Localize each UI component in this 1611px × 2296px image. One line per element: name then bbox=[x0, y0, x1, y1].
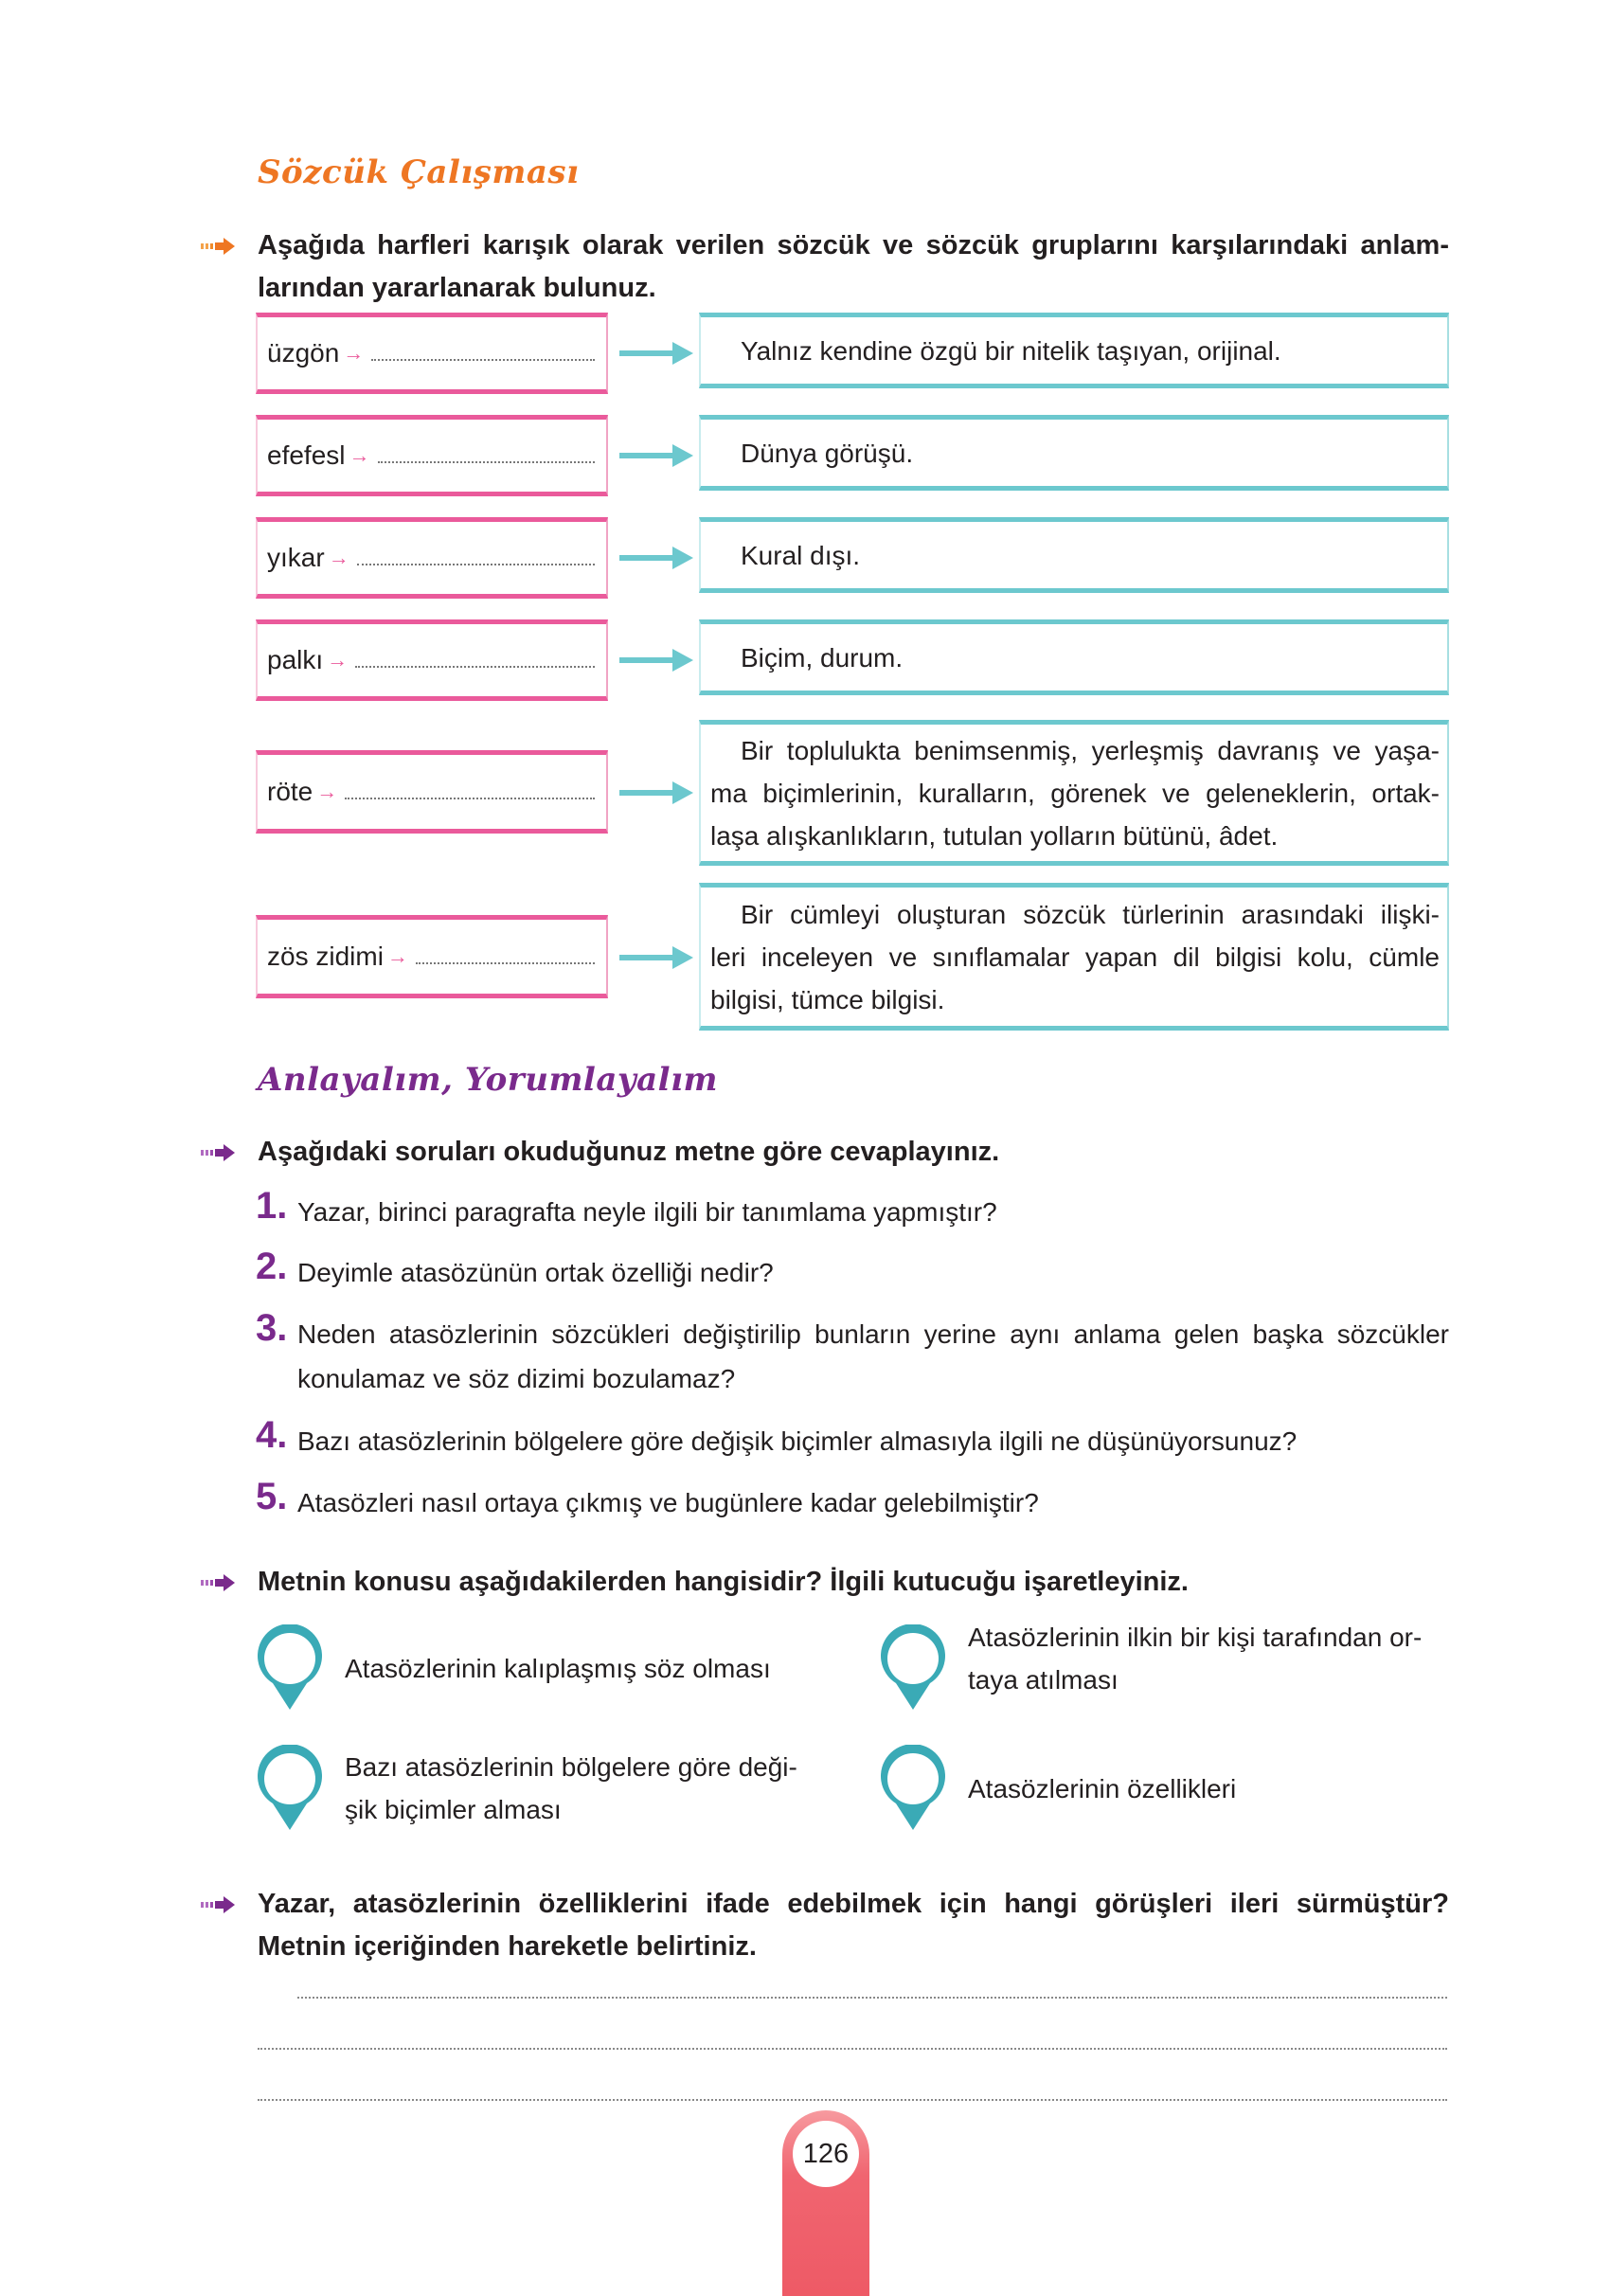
definition-line: leri inceleyen ve sınıflamalar yapan dil bilgisi kolu, cümle bbox=[710, 942, 1440, 972]
question-item bbox=[256, 1476, 1449, 1525]
answer-blank[interactable] bbox=[378, 461, 596, 463]
instruction-line: Yazar, atasözlerinin özelliklerini ifade edebilmek için hangi görüşleri ileri sürmüştür? bbox=[258, 1889, 1449, 1919]
answer-blank[interactable] bbox=[371, 359, 595, 361]
definition-line: Yalnız kendine özgü bir nitelik taşıyan, orijinal. bbox=[741, 335, 1281, 366]
arrow-bullet-icon bbox=[201, 1143, 235, 1162]
option-line: Bazı atasözlerinin bölgelere göre deği- bbox=[345, 1752, 797, 1782]
checkbox-pin-icon[interactable] bbox=[254, 1745, 326, 1832]
topic-option[interactable] bbox=[877, 1745, 1449, 1832]
word-pair bbox=[256, 883, 1449, 1031]
pink-arrow-icon: → bbox=[328, 546, 349, 569]
question-item bbox=[256, 1246, 1449, 1295]
answer-line[interactable] bbox=[297, 1997, 1447, 1999]
word-pair bbox=[256, 517, 1449, 599]
arrow-bullet-icon bbox=[201, 1573, 235, 1592]
option-line: Atasözlerinin ilkin bir kişi tarafından or- bbox=[968, 1623, 1423, 1652]
checkbox-pin-icon[interactable] bbox=[254, 1624, 326, 1712]
question-text: Atasözleri nasıl ortaya çıkmış ve bugünlere kadar gelebilmiştir? bbox=[297, 1488, 1039, 1517]
question-text: Deyimle atasözünün ortak özelliği nedir? bbox=[297, 1258, 774, 1287]
teal-arrow-icon bbox=[618, 943, 695, 972]
answer-blank[interactable] bbox=[345, 798, 595, 799]
definition-line: Kural dışı. bbox=[741, 540, 861, 570]
scrambled-word: palkı bbox=[267, 645, 324, 674]
instruction-questions: Aşağıdaki soruları okuduğunuz metne göre cevaplayınız. bbox=[258, 1137, 1000, 1167]
definition-text bbox=[710, 893, 1440, 1021]
checkbox-pin-icon[interactable] bbox=[877, 1745, 949, 1832]
question-text: Neden atasözlerinin sözcükleri değiştirilip bunların yerine aynı anlama gelen başka sözcükler bbox=[297, 1319, 1449, 1349]
pink-arrow-icon: → bbox=[349, 443, 370, 467]
teal-arrow-icon bbox=[618, 544, 695, 572]
word-pair bbox=[256, 619, 1449, 701]
definition-box bbox=[699, 720, 1449, 866]
question-text: konulamaz ve söz dizimi bozulamaz? bbox=[297, 1364, 736, 1393]
answer-blank[interactable] bbox=[355, 666, 595, 668]
scrambled-word: yıkar bbox=[267, 543, 325, 572]
definition-box bbox=[699, 619, 1449, 695]
definition-line: Bir topluluktа benimsenmiş, yerleşmiş davranış ve yaşa- bbox=[741, 735, 1440, 765]
word-pair bbox=[256, 313, 1449, 394]
topic-option[interactable] bbox=[877, 1624, 1449, 1712]
section-title-sozcuk-calismasi: Sözcük Çalışması bbox=[258, 153, 580, 191]
teal-arrow-icon bbox=[618, 441, 695, 470]
teal-arrow-icon bbox=[618, 779, 695, 807]
definition-text bbox=[710, 729, 1440, 857]
scrambled-box bbox=[256, 415, 608, 496]
topic-option[interactable] bbox=[254, 1745, 860, 1832]
definition-line: bilgisi, tümce bilgisi. bbox=[710, 984, 945, 1014]
option-line: şik biçimler alması bbox=[345, 1795, 562, 1824]
scrambled-box bbox=[256, 750, 608, 834]
scrambled-box bbox=[256, 915, 608, 998]
word-pair bbox=[256, 720, 1449, 866]
scrambled-box bbox=[256, 619, 608, 701]
option-text: Atasözlerinin özellikleri bbox=[968, 1773, 1237, 1803]
definition-line: laşa alışkanlıkların, tutulan yolların bütünü, âdet. bbox=[710, 820, 1279, 851]
scrambled-word: üzgön bbox=[267, 338, 340, 368]
arrow-bullet-icon bbox=[201, 237, 235, 256]
definition-box bbox=[699, 313, 1449, 388]
pink-arrow-icon: → bbox=[343, 341, 365, 365]
definition-box bbox=[699, 517, 1449, 593]
question-item bbox=[256, 1185, 1449, 1234]
question-number: 1. bbox=[256, 1185, 288, 1227]
option-text bbox=[968, 1616, 1422, 1701]
scrambled-box bbox=[256, 313, 608, 394]
arrow-bullet-icon bbox=[201, 1895, 235, 1914]
question-text: Yazar, birinci paragrafta neyle ilgili bir tanımlama yapmıştır? bbox=[297, 1197, 997, 1227]
instruction-author-views bbox=[258, 1883, 1449, 1968]
checkbox-pin-icon[interactable] bbox=[877, 1624, 949, 1712]
option-text: Atasözlerinin kalıplaşmış söz olması bbox=[345, 1653, 771, 1683]
definition-box bbox=[699, 883, 1449, 1031]
question-number: 5. bbox=[256, 1476, 288, 1517]
teal-arrow-icon bbox=[618, 339, 695, 368]
teal-arrow-icon bbox=[618, 646, 695, 674]
instruction-line: larından yararlanarak bulunuz. bbox=[258, 273, 656, 303]
answer-blank[interactable] bbox=[357, 564, 595, 565]
instruction-topic: Metnin konusu aşağıdakilerden hangisidir? İlgili kutucuğu işaretleyiniz. bbox=[258, 1567, 1189, 1597]
pink-arrow-icon: → bbox=[327, 648, 349, 672]
instruction-word-study bbox=[258, 224, 1449, 310]
option-text bbox=[345, 1746, 797, 1831]
scrambled-word: zös zidimi bbox=[267, 942, 384, 971]
instruction-line: Metnin içeriğinden hareketle belirtiniz. bbox=[258, 1931, 757, 1962]
question-number: 2. bbox=[256, 1246, 288, 1287]
instruction-line: Aşağıda harfleri karışık olarak verilen sözcük ve sözcük gruplarını karşılarındaki anlam- bbox=[258, 230, 1449, 260]
scrambled-box bbox=[256, 517, 608, 599]
definition-line: Dünya görüşü. bbox=[741, 438, 914, 468]
definition-line: Biçim, durum. bbox=[741, 642, 904, 673]
question-number: 4. bbox=[256, 1414, 288, 1456]
question-item bbox=[256, 1307, 1449, 1401]
answer-line[interactable] bbox=[258, 2099, 1447, 2101]
definition-line: ma biçimlerinin, kuralların, görenek ve geleneklerin, ortak- bbox=[710, 778, 1440, 808]
option-line: taya atılması bbox=[968, 1665, 1119, 1695]
question-number: 3. bbox=[256, 1307, 288, 1349]
definition-box bbox=[699, 415, 1449, 491]
scrambled-word: röte bbox=[267, 777, 313, 806]
page-number: 126 bbox=[802, 2139, 850, 2169]
word-pair bbox=[256, 415, 1449, 496]
question-text: Bazı atasözlerinin bölgelere göre değişik biçimler almasıyla ilgili ne düşünüyorsunuz? bbox=[297, 1426, 1298, 1456]
answer-blank[interactable] bbox=[416, 962, 595, 964]
answer-line[interactable] bbox=[258, 2048, 1447, 2050]
pink-arrow-icon: → bbox=[316, 780, 338, 803]
scrambled-word: efefesl bbox=[267, 440, 346, 470]
definition-line: Bir cümleyi oluşturan sözcük türlerinin arasındaki ilişki- bbox=[741, 899, 1440, 929]
question-item bbox=[256, 1414, 1449, 1463]
section-title-anlayalim: Anlayalım, Yorumlayalım bbox=[258, 1061, 718, 1099]
pink-arrow-icon: → bbox=[386, 944, 408, 968]
topic-option[interactable] bbox=[254, 1624, 860, 1712]
